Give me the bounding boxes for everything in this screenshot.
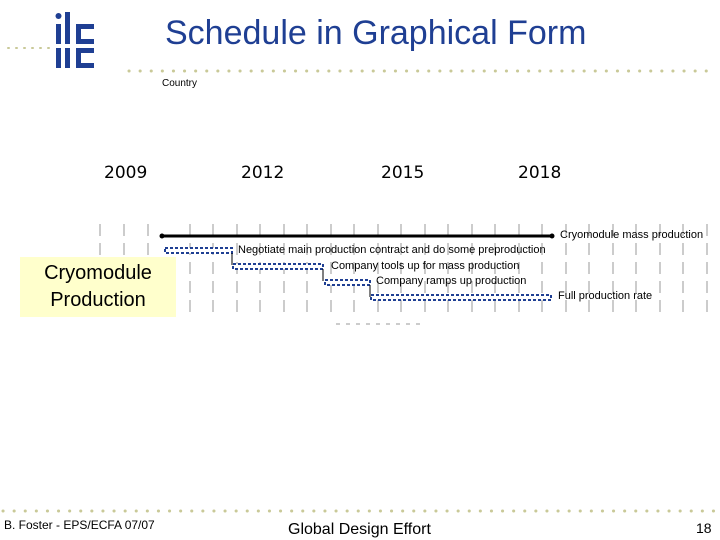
country-label: Country [162, 78, 198, 89]
slide-title: Schedule in Graphical Form [165, 14, 587, 52]
callout-line: Cryomodule [44, 262, 152, 284]
year-label: 2012 [241, 163, 285, 183]
callout-line: Production [50, 289, 146, 311]
year-label: 2015 [381, 163, 425, 183]
task-bar [371, 295, 551, 300]
footer-author: B. Foster - EPS/ECFA 07/07 [4, 518, 155, 532]
cryomodule-production-callout [20, 257, 176, 317]
year-label: 2009 [104, 163, 148, 183]
task-bar [165, 248, 232, 253]
summary-task-label: Cryomodule mass production [560, 229, 704, 241]
footer-organization: Global Design Effort [288, 521, 431, 538]
slide-number: 18 [696, 520, 712, 536]
task-label: Full production rate [558, 290, 653, 302]
task-bar [233, 264, 323, 269]
year-label: 2018 [518, 163, 562, 183]
task-label: Company tools up for mass production [331, 260, 520, 272]
dotted-rule-bottom [0, 508, 720, 514]
task-label: Negotiate main production contract and do some preproduction [238, 244, 546, 256]
task-bar [325, 280, 370, 285]
task-label: Company ramps up production [376, 275, 527, 287]
